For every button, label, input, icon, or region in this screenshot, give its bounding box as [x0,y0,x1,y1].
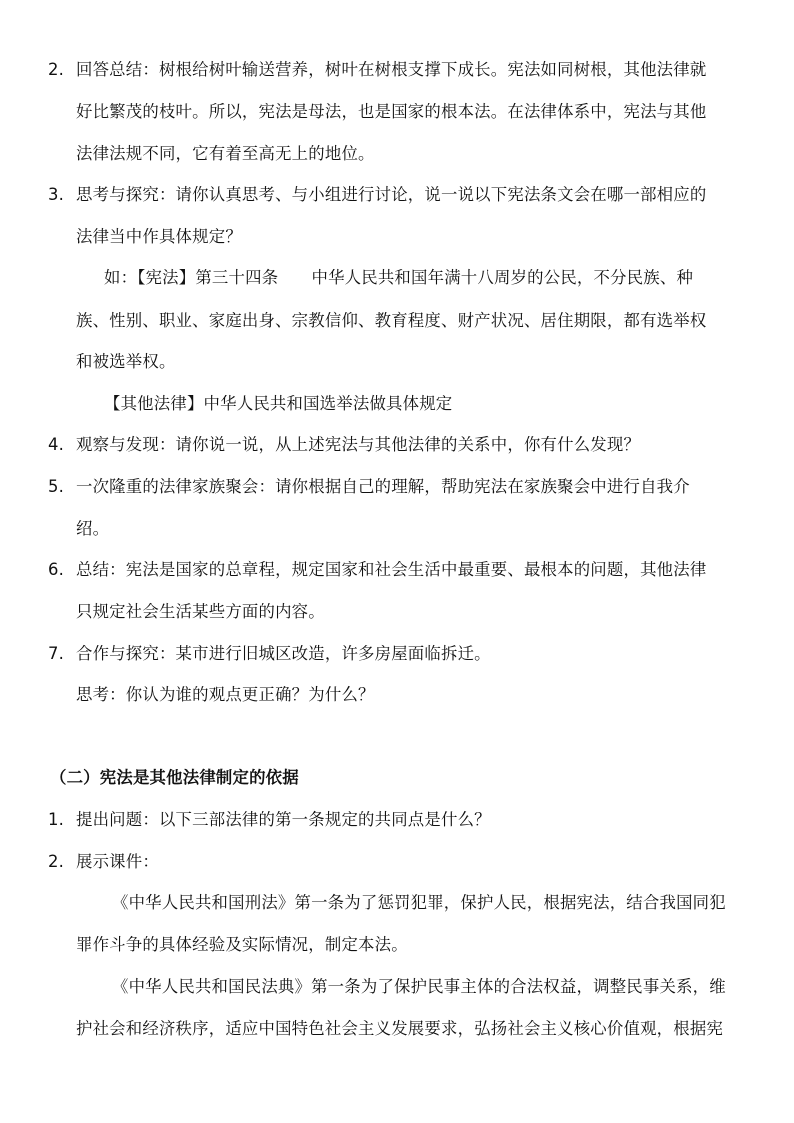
item-5-number: 5. [48,477,65,496]
item-3-number: 3. [48,185,65,204]
section-2-item-1-number: 1. [48,810,65,829]
item-4-line-1: 观察与发现：请你说一说，从上述宪法与其他法律的关系中，你有什么发现？ [76,435,641,454]
item-7-line-1: 合作与探究：某市进行旧城区改造，许多房屋面临拆迁。 [76,644,491,663]
other-law-note: 【其他法律】中华人民共和国选举法做具体规定 [104,394,453,413]
item-2-number: 2. [48,60,65,79]
item-6-line-2: 只规定社会生活某些方面的内容。 [76,602,325,621]
item-7-number: 7. [48,644,65,663]
civil-code-quote-line-2: 护社会和经济秩序，适应中国特色社会主义发展要求，弘扬社会主义核心价值观，根据宪 [76,1019,724,1038]
constitution-example-line-2: 族、性别、职业、家庭出身、宗教信仰、教育程度、财产状况、居住期限，都有选举权 [76,311,707,330]
constitution-example-line-3: 和被选举权。 [76,352,176,371]
item-3-line-2: 法律当中作具体规定？ [76,227,242,246]
section-2-heading: （二）宪法是其他法律制定的依据 [50,768,299,787]
civil-code-quote-line-1: 《中华人民共和国民法典》第一条为了保护民事主体的合法权益，调整民事关系，维 [112,977,726,996]
item-7-line-2: 思考：你认为谁的观点更正确？为什么？ [76,685,375,704]
item-2-line-3: 法律法规不同，它有着至高无上的地位。 [76,144,375,163]
constitution-example-line-1: 如：【宪法】第三十四条 中华人民共和国年满十八周岁的公民，不分民族、种 [104,268,694,287]
section-2-item-2-number: 2. [48,852,65,871]
item-6-number: 6. [48,560,65,579]
item-3-line-1: 思考与探究：请你认真思考、与小组进行讨论，说一说以下宪法条文会在哪一部相应的 [76,185,707,204]
section-2-item-2-line-1: 展示课件： [76,852,159,871]
item-2-line-1: 回答总结：树根给树叶输送营养，树叶在树根支撑下成长。宪法如同树根，其他法律就 [76,60,707,79]
item-5-line-2: 绍。 [76,519,110,538]
criminal-law-quote-line-1: 《中华人民共和国刑法》第一条为了惩罚犯罪，保护人民，根据宪法，结合我国同犯 [112,893,726,912]
item-2-line-2: 好比繁茂的枝叶。所以，宪法是母法，也是国家的根本法。在法律体系中，宪法与其他 [76,102,707,121]
item-6-line-1: 总结：宪法是国家的总章程，规定国家和社会生活中最重要、最根本的问题，其他法律 [76,560,707,579]
criminal-law-quote-line-2: 罪作斗争的具体经验及实际情况，制定本法。 [76,935,408,954]
item-5-line-1: 一次隆重的法律家族聚会：请你根据自己的理解，帮助宪法在家族聚会中进行自我介 [76,477,690,496]
item-4-number: 4. [48,435,65,454]
section-2-item-1-line-1: 提出问题：以下三部法律的第一条规定的共同点是什么？ [76,810,491,829]
